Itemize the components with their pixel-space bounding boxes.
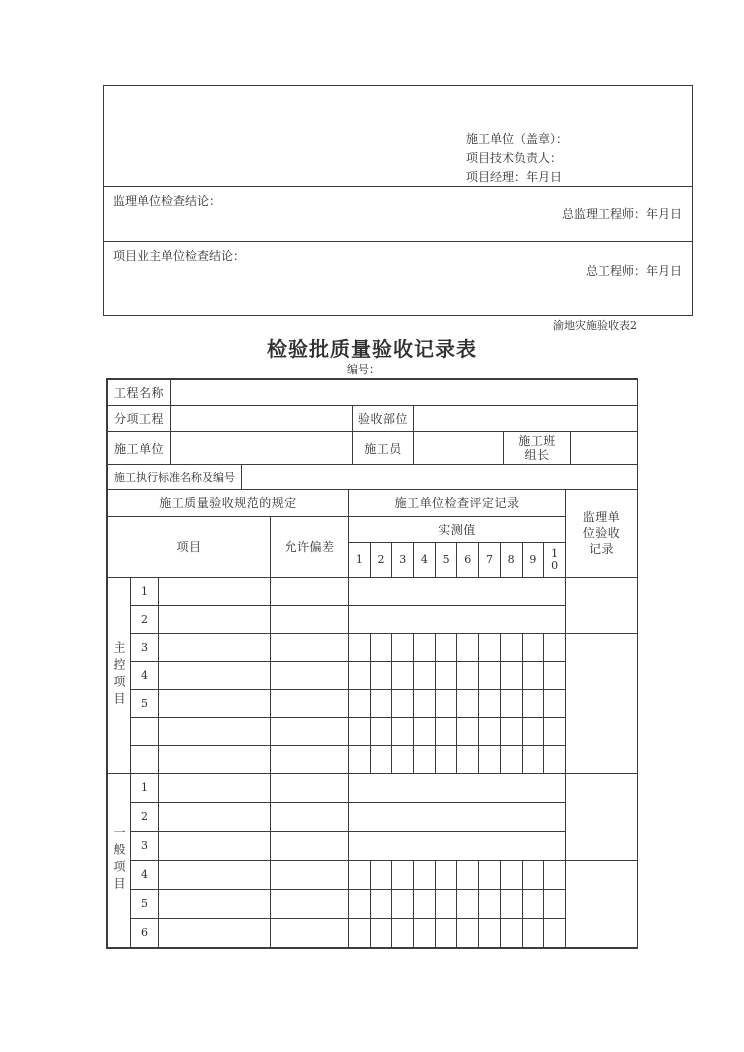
measure-cell xyxy=(349,717,371,745)
measure-cell xyxy=(435,661,457,689)
main-control-section-label: 主控项目 xyxy=(112,641,126,709)
measure-cell xyxy=(457,860,479,889)
measure-cell xyxy=(544,745,566,773)
measure-cell xyxy=(370,745,392,773)
item-cell xyxy=(159,661,271,689)
item-cell xyxy=(159,605,271,633)
measure-cell xyxy=(392,860,414,889)
allowed-deviation-header: 允许偏差 xyxy=(271,516,349,577)
main-control-section-cell xyxy=(108,577,131,773)
measure-col-1: 1 xyxy=(349,542,371,577)
measure-cell xyxy=(500,860,522,889)
measure-cell xyxy=(522,717,544,745)
measure-cell xyxy=(392,745,414,773)
chief-engineer-date-line: 总工程师：年月日 xyxy=(585,264,682,278)
row-number-cell: 4 xyxy=(131,860,159,889)
spec-requirements-header: 施工质量验收规范的规定 xyxy=(108,490,349,516)
chief-supervision-engineer-date-line: 总监理工程师：年月日 xyxy=(561,207,682,221)
measure-cell xyxy=(414,717,436,745)
measure-cell xyxy=(457,717,479,745)
construction-unit-sign-block xyxy=(466,130,568,187)
measure-cell xyxy=(414,689,436,717)
supervisor-record-header: 监理单位验收记录 xyxy=(565,490,637,577)
main-control-row-2 xyxy=(108,605,638,633)
measure-cell xyxy=(457,889,479,918)
page-title: 检验批质量验收记录表 xyxy=(267,337,477,361)
main-control-row-4 xyxy=(108,661,638,689)
general-row-4 xyxy=(108,860,638,889)
crew-leader-label: 施工班组长 xyxy=(504,432,571,465)
item-cell xyxy=(159,889,271,918)
row-number-cell: 3 xyxy=(131,831,159,860)
measure-cell xyxy=(500,661,522,689)
measure-cell xyxy=(544,918,566,947)
general-row-3 xyxy=(108,831,638,860)
measure-cell xyxy=(349,860,371,889)
row-number-cell: 6 xyxy=(131,918,159,947)
item-cell xyxy=(159,689,271,717)
general-row-2 xyxy=(108,802,638,831)
item-cell xyxy=(159,577,271,605)
measure-cell xyxy=(544,860,566,889)
measure-cell xyxy=(414,661,436,689)
measure-col-3: 3 xyxy=(392,542,414,577)
measure-cell xyxy=(392,689,414,717)
constructor-value-cell xyxy=(414,432,504,465)
row-number-cell: 4 xyxy=(131,661,159,689)
measure-cell xyxy=(500,633,522,661)
deviation-cell xyxy=(271,773,349,802)
item-cell xyxy=(159,860,271,889)
owner-conclusion-section xyxy=(104,242,692,313)
measure-col-6: 6 xyxy=(457,542,479,577)
construction-unit-row xyxy=(108,432,638,465)
measure-cell xyxy=(479,689,501,717)
measure-cell xyxy=(349,633,371,661)
contractor-check-header: 施工单位检查评定记录 xyxy=(349,490,566,516)
row-number-cell: 2 xyxy=(131,605,159,633)
item-header: 项目 xyxy=(108,516,271,577)
measure-cell xyxy=(522,689,544,717)
form-code: 渝地灾施验收表2 xyxy=(553,319,637,332)
measure-cell xyxy=(544,689,566,717)
measure-col-9: 9 xyxy=(522,542,544,577)
measure-cell xyxy=(500,745,522,773)
main-control-row-6 xyxy=(108,717,638,745)
project-name-row xyxy=(108,380,638,406)
measure-cell xyxy=(522,633,544,661)
measure-cell xyxy=(370,918,392,947)
measure-cell xyxy=(414,633,436,661)
measure-cell xyxy=(435,918,457,947)
main-control-row-7 xyxy=(108,745,638,773)
sub-project-row xyxy=(108,406,638,432)
measure-cell xyxy=(522,860,544,889)
measure-cell xyxy=(500,889,522,918)
measure-cell xyxy=(457,745,479,773)
measure-cell xyxy=(435,689,457,717)
deviation-cell xyxy=(271,633,349,661)
item-cell xyxy=(159,745,271,773)
measure-cell xyxy=(414,889,436,918)
measure-cell xyxy=(500,717,522,745)
crew-leader-value-cell xyxy=(571,432,638,465)
measure-cell xyxy=(500,689,522,717)
measure-cell xyxy=(370,689,392,717)
measure-col-5: 5 xyxy=(435,542,457,577)
measure-cell xyxy=(522,918,544,947)
item-cell xyxy=(159,802,271,831)
supervision-record-cell xyxy=(565,577,637,633)
measure-cell xyxy=(392,633,414,661)
record-header-row-1 xyxy=(108,490,638,516)
measure-cell xyxy=(544,717,566,745)
serial-number-label: 编号： xyxy=(347,363,380,376)
supervision-record-cell xyxy=(565,860,637,947)
item-cell xyxy=(159,773,271,802)
main-control-row-5 xyxy=(108,689,638,717)
project-name-label: 工程名称 xyxy=(108,380,171,406)
measure-cell xyxy=(435,889,457,918)
deviation-cell xyxy=(271,717,349,745)
project-tech-director-line: 项目技术负责人： xyxy=(466,151,563,165)
deviation-cell xyxy=(271,745,349,773)
measure-col-8: 8 xyxy=(500,542,522,577)
general-section-label: 一般项目 xyxy=(112,826,126,894)
row-number-cell: 2 xyxy=(131,802,159,831)
construction-unit-label: 施工单位 xyxy=(108,432,171,465)
measure-cell xyxy=(370,661,392,689)
deviation-cell xyxy=(271,802,349,831)
row-number-cell xyxy=(131,717,159,745)
measure-cell xyxy=(370,717,392,745)
general-row-5 xyxy=(108,889,638,918)
construction-unit-section xyxy=(104,86,692,187)
measure-cell xyxy=(479,717,501,745)
measure-cell xyxy=(349,661,371,689)
deviation-cell xyxy=(271,831,349,860)
row-number-cell: 3 xyxy=(131,633,159,661)
project-manager-date-line: 项目经理：年月日 xyxy=(466,170,563,184)
execution-standard-label: 施工执行标准名称及编号 xyxy=(108,465,242,490)
deviation-cell xyxy=(271,689,349,717)
measure-cell xyxy=(349,689,371,717)
quality-record-table xyxy=(107,490,638,948)
measure-cell xyxy=(479,918,501,947)
acceptance-location-value-cell xyxy=(414,406,638,432)
constructor-label: 施工员 xyxy=(353,432,414,465)
measured-merged-cell xyxy=(349,802,566,831)
measure-col-4: 4 xyxy=(414,542,436,577)
supervision-conclusion-section xyxy=(104,187,692,242)
measure-cell xyxy=(457,633,479,661)
measured-values-header: 实测值 xyxy=(349,516,566,542)
item-cell xyxy=(159,633,271,661)
sub-project-value-cell xyxy=(171,406,353,432)
inspection-record-table xyxy=(106,378,638,949)
measure-cell xyxy=(435,860,457,889)
measure-cell xyxy=(414,918,436,947)
measure-cell xyxy=(522,661,544,689)
measure-cell xyxy=(522,745,544,773)
measure-cell xyxy=(370,860,392,889)
measure-cell xyxy=(479,889,501,918)
row-number-cell: 1 xyxy=(131,577,159,605)
measure-cell xyxy=(457,689,479,717)
measure-cell xyxy=(479,745,501,773)
measure-cell xyxy=(479,633,501,661)
measure-cell xyxy=(435,717,457,745)
project-name-value-cell xyxy=(171,380,638,406)
deviation-cell xyxy=(271,889,349,918)
measured-merged-cell xyxy=(349,831,566,860)
row-number-cell: 5 xyxy=(131,889,159,918)
supervision-record-cell xyxy=(565,773,637,860)
row-number-cell xyxy=(131,745,159,773)
measure-cell xyxy=(392,661,414,689)
measure-cell xyxy=(500,918,522,947)
measured-merged-cell xyxy=(349,773,566,802)
measure-cell xyxy=(522,889,544,918)
measure-cell xyxy=(349,889,371,918)
measured-merged-cell xyxy=(349,605,566,633)
owner-conclusion-label: 项目业主单位检查结论： xyxy=(113,249,246,263)
general-row-6 xyxy=(108,918,638,947)
deviation-cell xyxy=(271,860,349,889)
measure-cell xyxy=(349,918,371,947)
execution-standard-row xyxy=(108,465,638,490)
approval-signature-box xyxy=(103,85,693,316)
measure-col-10: 10 xyxy=(544,542,566,577)
measure-cell xyxy=(544,661,566,689)
measure-cell xyxy=(370,889,392,918)
execution-standard-value-cell xyxy=(242,465,638,490)
measure-cell xyxy=(544,633,566,661)
measure-cell xyxy=(392,918,414,947)
general-row-1 xyxy=(108,773,638,802)
deviation-cell xyxy=(271,661,349,689)
measure-cell xyxy=(370,633,392,661)
main-control-row-3 xyxy=(108,633,638,661)
record-header-row-2 xyxy=(108,516,638,542)
measure-cell xyxy=(457,661,479,689)
measure-cell xyxy=(435,633,457,661)
general-section-cell xyxy=(108,773,131,947)
row-number-cell: 1 xyxy=(131,773,159,802)
measure-cell xyxy=(414,745,436,773)
sub-project-label: 分项工程 xyxy=(108,406,171,432)
item-cell xyxy=(159,918,271,947)
deviation-cell xyxy=(271,577,349,605)
row-number-cell: 5 xyxy=(131,689,159,717)
measure-cell xyxy=(349,745,371,773)
measure-cell xyxy=(392,889,414,918)
deviation-cell xyxy=(271,918,349,947)
measure-cell xyxy=(544,889,566,918)
measure-cell xyxy=(479,661,501,689)
main-control-row-1 xyxy=(108,577,638,605)
construction-unit-seal-line: 施工单位（盖章）： xyxy=(466,132,569,146)
measure-col-2: 2 xyxy=(370,542,392,577)
measure-cell xyxy=(392,717,414,745)
acceptance-location-label: 验收部位 xyxy=(353,406,414,432)
supervision-conclusion-label: 监理单位检查结论： xyxy=(113,194,222,208)
supervision-record-cell xyxy=(565,633,637,773)
measure-cell xyxy=(479,860,501,889)
deviation-cell xyxy=(271,605,349,633)
measure-cell xyxy=(457,918,479,947)
project-info-table xyxy=(107,379,638,490)
measure-cell xyxy=(435,745,457,773)
item-cell xyxy=(159,717,271,745)
construction-unit-value-cell xyxy=(171,432,353,465)
item-cell xyxy=(159,831,271,860)
measured-merged-cell xyxy=(349,577,566,605)
measure-cell xyxy=(414,860,436,889)
measure-col-7: 7 xyxy=(479,542,501,577)
